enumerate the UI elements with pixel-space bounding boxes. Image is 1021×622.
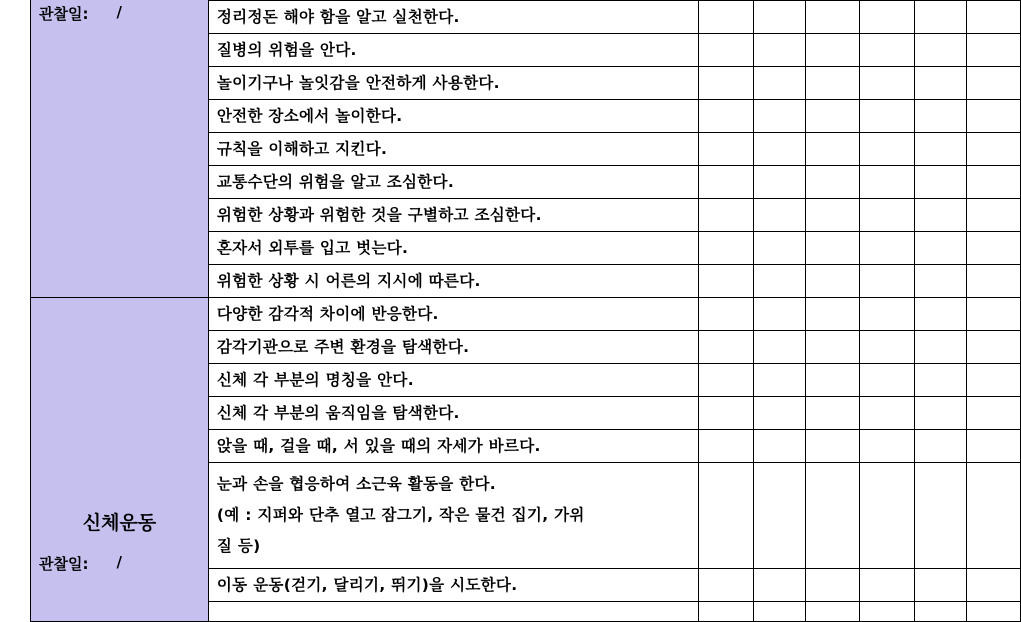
check-cell[interactable] bbox=[967, 1, 1021, 34]
check-cell[interactable] bbox=[698, 569, 753, 602]
check-cell[interactable] bbox=[859, 199, 914, 232]
check-cell[interactable] bbox=[967, 166, 1021, 199]
check-cell[interactable] bbox=[859, 430, 914, 463]
check-cell[interactable] bbox=[753, 67, 806, 100]
check-cell[interactable] bbox=[753, 166, 806, 199]
check-cell[interactable] bbox=[967, 232, 1021, 265]
check-cell[interactable] bbox=[806, 199, 860, 232]
check-cell[interactable] bbox=[914, 397, 967, 430]
observation-date: 관찰일: / bbox=[39, 553, 122, 573]
check-cell[interactable] bbox=[698, 463, 753, 569]
checklist-item: 앉을 때, 걸을 때, 서 있을 때의 자세가 바르다. bbox=[208, 430, 698, 463]
check-cell[interactable] bbox=[914, 232, 967, 265]
check-cell[interactable] bbox=[753, 364, 806, 397]
check-cell[interactable] bbox=[967, 463, 1021, 569]
check-cell[interactable] bbox=[698, 430, 753, 463]
check-cell[interactable] bbox=[698, 100, 753, 133]
category-cell-safety bbox=[31, 0, 209, 298]
check-cell[interactable] bbox=[914, 34, 967, 67]
check-cell[interactable] bbox=[698, 397, 753, 430]
check-cell[interactable] bbox=[806, 463, 860, 569]
check-cell[interactable] bbox=[914, 1, 967, 34]
check-cell[interactable] bbox=[914, 298, 967, 331]
check-cell[interactable] bbox=[753, 331, 806, 364]
check-cell[interactable] bbox=[967, 67, 1021, 100]
checklist-item: 다양한 감각적 차이에 반응한다. bbox=[208, 298, 698, 331]
check-cell[interactable] bbox=[914, 67, 967, 100]
check-cell[interactable] bbox=[806, 397, 860, 430]
check-cell[interactable] bbox=[806, 166, 860, 199]
checklist-item: 질병의 위험을 안다. bbox=[208, 34, 698, 67]
check-cell[interactable] bbox=[806, 364, 860, 397]
check-cell[interactable] bbox=[967, 298, 1021, 331]
check-cell[interactable] bbox=[914, 133, 967, 166]
check-cell[interactable] bbox=[914, 331, 967, 364]
check-cell[interactable] bbox=[698, 298, 753, 331]
check-cell[interactable] bbox=[914, 166, 967, 199]
table-row bbox=[31, 298, 1021, 331]
checklist-item: 이동 운동(걷기, 달리기, 뛰기)을 시도한다. bbox=[208, 569, 698, 602]
check-cell[interactable] bbox=[914, 100, 967, 133]
check-cell[interactable] bbox=[914, 463, 967, 569]
check-cell[interactable] bbox=[967, 569, 1021, 602]
check-cell[interactable] bbox=[914, 569, 967, 602]
checklist-table bbox=[30, 0, 1021, 622]
check-cell[interactable] bbox=[806, 331, 860, 364]
check-cell[interactable] bbox=[859, 331, 914, 364]
check-cell[interactable] bbox=[859, 166, 914, 199]
item-line: 눈과 손을 협응하여 소근육 활동을 한다. bbox=[216, 475, 496, 493]
check-cell[interactable] bbox=[859, 265, 914, 298]
check-cell[interactable] bbox=[859, 1, 914, 34]
check-cell[interactable] bbox=[859, 463, 914, 569]
check-cell[interactable] bbox=[698, 331, 753, 364]
item-line: 질 등) bbox=[216, 537, 261, 555]
check-cell[interactable] bbox=[698, 34, 753, 67]
checklist-item: 혼자서 외투를 입고 벗는다. bbox=[208, 232, 698, 265]
check-cell[interactable] bbox=[859, 67, 914, 100]
checklist-item: 위험한 상황 시 어른의 지시에 따른다. bbox=[208, 265, 698, 298]
checklist-item: 신체 각 부분의 움직임을 탐색한다. bbox=[208, 397, 698, 430]
check-cell[interactable] bbox=[806, 298, 860, 331]
check-cell[interactable] bbox=[753, 232, 806, 265]
check-cell[interactable] bbox=[753, 100, 806, 133]
check-cell[interactable] bbox=[698, 232, 753, 265]
checklist-item: 교통수단의 위험을 알고 조심한다. bbox=[208, 166, 698, 199]
check-cell[interactable] bbox=[753, 133, 806, 166]
observation-date: 관찰일: / bbox=[39, 3, 122, 23]
check-cell[interactable] bbox=[753, 397, 806, 430]
check-cell[interactable] bbox=[806, 100, 860, 133]
check-cell[interactable] bbox=[806, 569, 860, 602]
check-cell[interactable] bbox=[967, 331, 1021, 364]
check-cell[interactable] bbox=[753, 1, 806, 34]
check-cell[interactable] bbox=[806, 265, 860, 298]
check-cell[interactable] bbox=[914, 430, 967, 463]
check-cell[interactable] bbox=[914, 364, 967, 397]
checklist-item: 신체 각 부분의 명칭을 안다. bbox=[208, 364, 698, 397]
check-cell[interactable] bbox=[859, 364, 914, 397]
check-cell[interactable] bbox=[698, 265, 753, 298]
checklist-item: 규칙을 이해하고 지킨다. bbox=[208, 133, 698, 166]
category-title: 신체운동 bbox=[82, 512, 157, 534]
item-line: (예 : 지퍼와 단추 열고 잠그기, 작은 물건 집기, 가위 bbox=[216, 506, 585, 524]
checklist-item: 정리정돈 해야 함을 알고 실천한다. bbox=[208, 1, 698, 34]
checklist-item-multiline bbox=[208, 463, 698, 569]
check-cell[interactable] bbox=[859, 34, 914, 67]
check-cell[interactable] bbox=[806, 430, 860, 463]
checklist-item: 감각기관으로 주변 환경을 탐색한다. bbox=[208, 331, 698, 364]
check-cell[interactable] bbox=[859, 298, 914, 331]
check-cell[interactable] bbox=[806, 34, 860, 67]
check-cell[interactable] bbox=[753, 199, 806, 232]
checklist-item: 위험한 상황과 위험한 것을 구별하고 조심한다. bbox=[208, 199, 698, 232]
check-cell[interactable] bbox=[698, 199, 753, 232]
check-cell[interactable] bbox=[698, 133, 753, 166]
check-cell[interactable] bbox=[698, 364, 753, 397]
check-cell[interactable] bbox=[753, 463, 806, 569]
check-cell[interactable] bbox=[806, 232, 860, 265]
checklist-item: 안전한 장소에서 놀이한다. bbox=[208, 100, 698, 133]
check-cell[interactable] bbox=[806, 67, 860, 100]
check-cell[interactable] bbox=[967, 100, 1021, 133]
checklist-item: 놀이기구나 놀잇감을 안전하게 사용한다. bbox=[208, 67, 698, 100]
check-cell[interactable] bbox=[753, 34, 806, 67]
check-cell[interactable] bbox=[859, 133, 914, 166]
check-cell[interactable] bbox=[753, 265, 806, 298]
check-cell[interactable] bbox=[806, 133, 860, 166]
check-cell[interactable] bbox=[967, 430, 1021, 463]
check-cell[interactable] bbox=[698, 67, 753, 100]
check-cell[interactable] bbox=[967, 199, 1021, 232]
check-cell[interactable] bbox=[914, 265, 967, 298]
check-cell[interactable] bbox=[698, 166, 753, 199]
check-cell[interactable] bbox=[859, 232, 914, 265]
check-cell[interactable] bbox=[698, 1, 753, 34]
check-cell[interactable] bbox=[967, 364, 1021, 397]
check-cell[interactable] bbox=[967, 397, 1021, 430]
category-cell-physical bbox=[31, 298, 209, 622]
check-cell[interactable] bbox=[753, 430, 806, 463]
check-cell[interactable] bbox=[753, 298, 806, 331]
check-cell[interactable] bbox=[859, 100, 914, 133]
check-cell[interactable] bbox=[859, 397, 914, 430]
check-cell[interactable] bbox=[967, 133, 1021, 166]
check-cell[interactable] bbox=[967, 34, 1021, 67]
check-cell[interactable] bbox=[914, 199, 967, 232]
check-cell[interactable] bbox=[806, 1, 860, 34]
check-cell[interactable] bbox=[753, 569, 806, 602]
check-cell[interactable] bbox=[859, 569, 914, 602]
check-cell[interactable] bbox=[967, 265, 1021, 298]
